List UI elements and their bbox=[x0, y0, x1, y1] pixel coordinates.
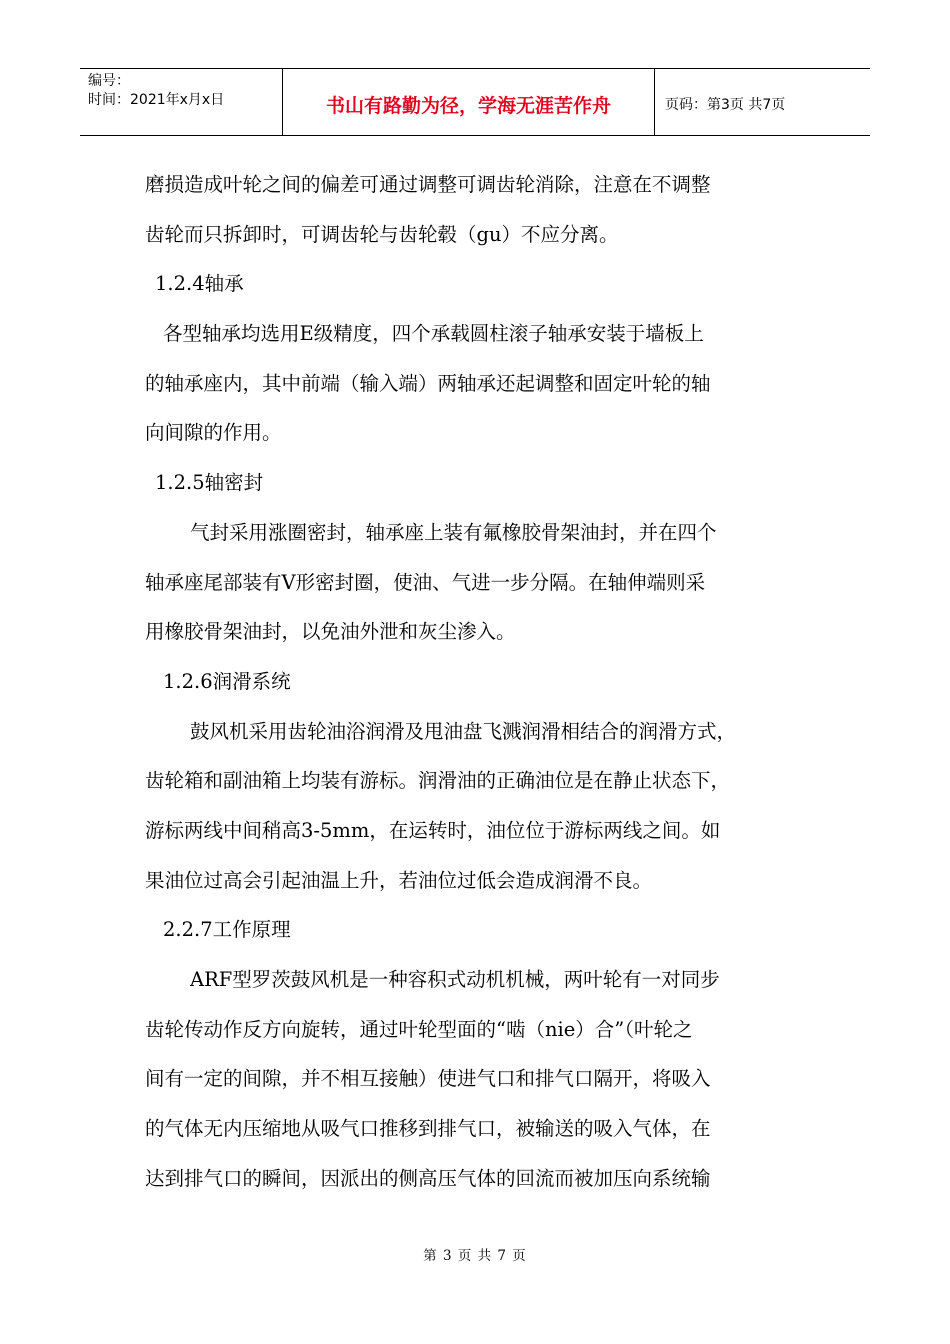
body-line: 间有一定的间隙，并不相互接触）使进气口和排气口隔开，将吸入 bbox=[145, 1067, 711, 1091]
body-line: ARF型罗茨鼓风机是一种容积式动机机械，两叶轮有一对同步 bbox=[190, 968, 720, 991]
body-line: 气封采用涨圈密封，轴承座上装有氟橡胶骨架油封，并在四个 bbox=[190, 520, 717, 544]
page-footer: 第 3 页 共 7 页 bbox=[423, 1248, 527, 1264]
body-line: 的轴承座内，其中前端（输入端）两轴承还起调整和固定叶轮的轴 bbox=[145, 371, 711, 395]
body-line: 齿轮而只拆卸时，可调齿轮与齿轮毂（gu）不应分离。 bbox=[145, 222, 619, 246]
section-heading: 2.2.7工作原理 bbox=[163, 918, 291, 942]
body-line: 磨损造成叶轮之间的偏差可通过调整可调齿轮消除，注意在不调整 bbox=[145, 173, 711, 196]
body-line: 向间隙的作用。 bbox=[145, 421, 282, 445]
body-line: 用橡胶骨架油封，以免油外泄和灰尘渗入。 bbox=[145, 620, 516, 644]
body-line: 果油位过高会引起油温上升，若油位过低会造成润滑不良。 bbox=[145, 868, 653, 892]
body-line: 鼓风机采用齿轮油浴润滑及甩油盘飞溅润滑相结合的润滑方式， bbox=[190, 719, 737, 743]
document-number-label: 编号： bbox=[88, 73, 130, 89]
body-line: 各型轴承均选用E级精度，四个承载圆柱滚子轴承安装于墙板上 bbox=[163, 322, 704, 346]
body-line: 齿轮箱和副油箱上均装有游标。润滑油的正确油位是在静止状态下， bbox=[145, 769, 731, 793]
section-heading: 1.2.6润滑系统 bbox=[163, 669, 291, 693]
body-line: 轴承座尾部装有V形密封圈，使油、气进一步分隔。在轴伸端则采 bbox=[145, 570, 706, 594]
section-heading: 1.2.5轴密封 bbox=[155, 471, 264, 495]
header-motto: 书山有路勤为径，学海无涯苦作舟 bbox=[283, 69, 655, 135]
header-meta bbox=[80, 69, 283, 135]
header-page-info: 页码：第3页 共7页 bbox=[665, 97, 786, 113]
body-line: 的气体无内压缩地从吸气口推移到排气口，被输送的吸入气体，在 bbox=[145, 1117, 711, 1141]
body-line: 达到排气口的瞬间，因派出的侧高压气体的回流而被加压向系统输 bbox=[145, 1166, 711, 1190]
document-date: 时间：2021年x月x日 bbox=[88, 92, 225, 108]
body-line: 游标两线中间稍高3-5mm，在运转时，油位位于游标两线之间。如 bbox=[145, 818, 721, 842]
body-line: 齿轮传动作反方向旋转，通过叶轮型面的“啮（nie）合”（叶轮之 bbox=[145, 1017, 693, 1041]
section-heading: 1.2.4轴承 bbox=[155, 272, 244, 296]
document-body bbox=[145, 160, 810, 1203]
document-header bbox=[80, 68, 870, 136]
